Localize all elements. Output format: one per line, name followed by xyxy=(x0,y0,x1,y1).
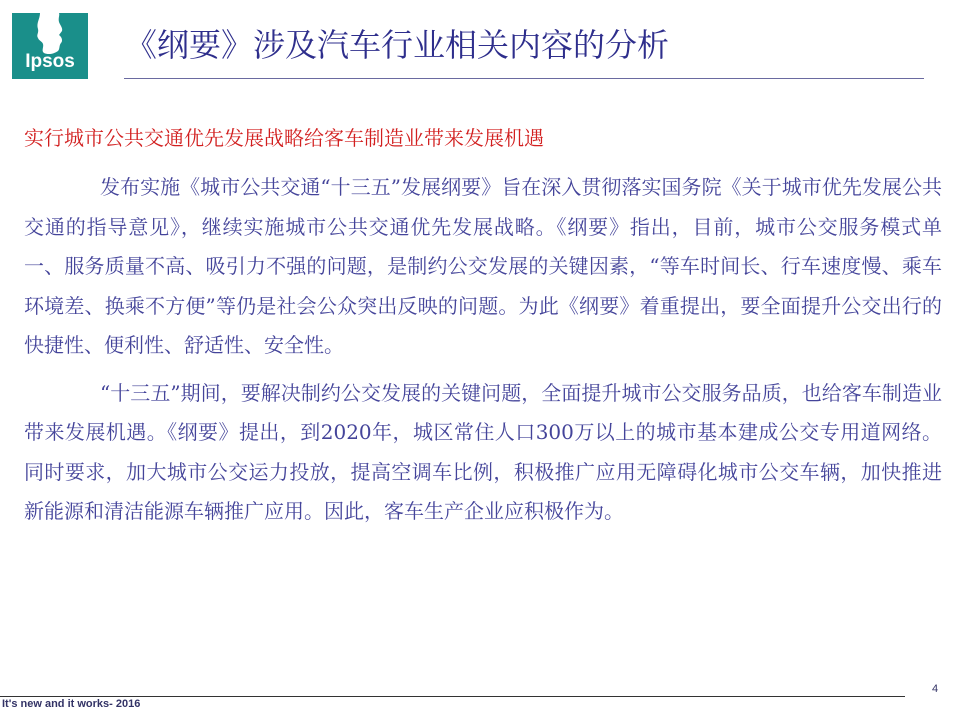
ipsos-logo xyxy=(12,13,88,79)
section-heading: 实行城市公共交通优先发展战略给客车制造业带来发展机遇 xyxy=(24,126,544,150)
body-paragraph-2: “十三五”期间，要解决制约公交发展的关键问题，全面提升城市公交服务品质，也给客车制造业带来发展机遇。《纲要》提出，到2020年，城区常住人口300万以上的城市基本建成公交专用道网络。同时要求，加大城市公交运力投放，提高空调车比例，积极推广应用无障碍化城市公交车辆，加快推进新能源和清洁能源车辆推广应用。因此，客车生产企业应积极作为。 xyxy=(24,380,942,523)
title-divider xyxy=(124,78,924,79)
logo-wordmark: Ipsos xyxy=(25,51,75,72)
footer-tagline: It's new and it works- 2016 xyxy=(2,698,141,710)
page-number: 4 xyxy=(932,683,939,695)
footer-divider xyxy=(0,696,905,697)
body-paragraph-1: 发布实施《城市公共交通“十三五”发展纲要》旨在深入贯彻落实国务院《关于城市优先发展公共交通的指导意见》，继续实施城市公共交通优先发展战略。《纲要》指出，目前，城市公交服务模式单一、服务质量不高、吸引力不强的问题，是制约公交发展的关键因素，“等车时间长、行车速度慢、乘车环境差、换乘不方便”等仍是社会公众突出反映的问题。为此《纲要》着重提出，要全面提升公交出行的快捷性、便利性、舒适性、安全性。 xyxy=(24,175,942,357)
page-title: 《纲要》涉及汽车行业相关内容的分析 xyxy=(125,26,670,64)
slide-content xyxy=(24,118,942,532)
